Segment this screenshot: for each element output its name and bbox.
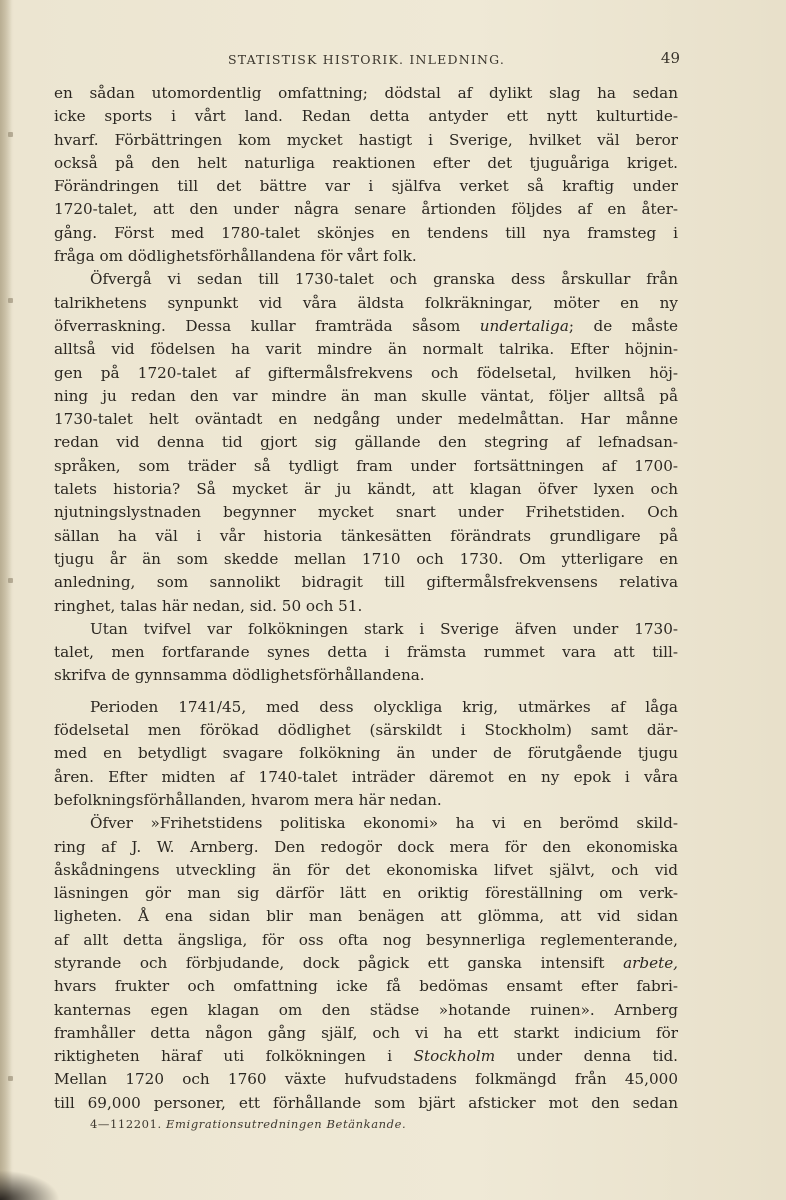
text-line: födelsetal men förökad dödlighet (särskildt i Stockholm) samt där- bbox=[54, 721, 678, 740]
italic-word: arbete, bbox=[623, 953, 678, 972]
text-line-mixed bbox=[54, 1045, 678, 1068]
text-line: hvars frukter och omfattning icke få bedömas ensamt efter fabri- bbox=[54, 977, 678, 996]
text-line: till 69,000 personer, ett förhållande som bjärt afsticker mot den sedan bbox=[54, 1093, 678, 1112]
text-line: njutningslystnaden begynner mycket snart under Frihetstiden. Och bbox=[54, 503, 678, 522]
text-segment: riktigheten häraf uti folkökningen i bbox=[54, 1047, 393, 1066]
text-line: 1720-talet, att den under några senare årtionden följdes af en åter- bbox=[54, 200, 678, 219]
text-line: med en betydligt svagare folkökning än under de förutgående tjugu bbox=[54, 744, 678, 763]
text-line: alltså vid födelsen ha varit mindre än normalt talrika. Efter höjnin- bbox=[54, 340, 678, 359]
text-line: fråga om dödlighetsförhållandena för vårt folk. bbox=[54, 247, 417, 266]
text-line: läsningen gör man sig därför lätt en oriktig föreställning om verk- bbox=[54, 884, 678, 903]
text-line: 1730-talet helt oväntadt en nedgång under medelmåttan. Har månne bbox=[54, 410, 678, 429]
binding-shadow bbox=[0, 0, 12, 1200]
printer-signature bbox=[90, 1117, 490, 1131]
footer-caption: Emigrationsutredningen Betänkande. bbox=[166, 1117, 407, 1131]
margin-mark bbox=[8, 578, 13, 583]
text-line: redan vid denna tid gjort sig gällande den stegring af lefnadsan- bbox=[54, 433, 678, 452]
text-line: kanternas egen klagan om den städse »hotande ruinen». Arnberg bbox=[54, 1000, 678, 1019]
text-line-mixed bbox=[54, 315, 678, 338]
body-text bbox=[54, 82, 678, 1115]
text-line: ringhet, talas här nedan, sid. 50 och 51. bbox=[54, 596, 363, 615]
text-line: talrikhetens synpunkt vid våra äldsta folkräkningar, möter en ny bbox=[54, 293, 678, 312]
text-line: af allt detta ängsliga, för oss ofta nog besynnerliga reglementerande, bbox=[54, 930, 678, 949]
text-line: skrifva de gynnsamma dödlighetsförhållandena. bbox=[54, 666, 425, 685]
text-line: åskådningens utveckling än för det ekonomiska lifvet självt, och vid bbox=[54, 860, 678, 879]
text-line: ligheten. Å ena sidan blir man benägen att glömma, att vid sidan bbox=[54, 907, 678, 926]
italic-word: undertaliga bbox=[479, 316, 569, 335]
text-line: befolkningsförhållanden, hvarom mera här nedan. bbox=[54, 790, 442, 809]
text-line: Utan tvifvel var folkökningen stark i Sverige äfven under 1730- bbox=[90, 619, 678, 638]
signature-mark: 4—112201. bbox=[90, 1117, 162, 1131]
text-line: en sådan utomordentlig omfattning; dödstal af dylikt slag ha sedan bbox=[54, 84, 678, 102]
text-line: Öfver »Frihetstidens politiska ekonomi» ha vi en berömd skild- bbox=[90, 814, 678, 833]
text-segment: under denna tid. bbox=[516, 1047, 678, 1066]
text-line: sällan ha väl i vår historia tänkesätten förändrats grundligare på bbox=[54, 526, 678, 545]
text-line: språken, som träder så tydligt fram under fortsättningen af 1700- bbox=[54, 456, 678, 475]
text-line: talets historia? Så mycket är ju kändt, att klagan öfver lyxen och bbox=[54, 480, 678, 499]
text-line: Förändringen till det bättre var i själfva verket så kraftig under bbox=[54, 177, 678, 196]
text-line: icke sports i vårt land. Redan detta antyder ett nytt kulturtide- bbox=[54, 107, 678, 126]
text-line: hvarf. Förbättringen kom mycket hastigt i Sverige, hvilket väl beror bbox=[54, 130, 678, 149]
text-line: framhåller detta någon gång själf, och vi ha ett starkt indicium för bbox=[54, 1023, 678, 1042]
text-line: gång. Först med 1780-talet skönjes en tendens till nya framsteg i bbox=[54, 223, 678, 242]
text-line: ning ju redan den var mindre än man skulle väntat, följer alltså på bbox=[54, 386, 678, 405]
page-number: 49 bbox=[660, 49, 680, 67]
text-line-mixed bbox=[54, 952, 678, 975]
margin-mark bbox=[8, 132, 13, 137]
text-line: Öfvergå vi sedan till 1730-talet och granska dess årskullar från bbox=[90, 270, 678, 289]
margin-mark bbox=[8, 1076, 13, 1081]
running-header bbox=[228, 49, 680, 70]
text-line: tjugu år än som skedde mellan 1710 och 1730. Om ytterligare en bbox=[54, 549, 678, 568]
italic-word: Stockholm bbox=[413, 1047, 496, 1066]
header-title: STATISTISK HISTORIK. INLEDNING. bbox=[228, 52, 506, 67]
text-segment: styrande och förbjudande, dock pågick ett ganska intensift bbox=[54, 953, 605, 972]
text-line: åren. Efter midten af 1740-talet inträder däremot en ny epok i våra bbox=[54, 767, 678, 786]
text-segment: öfverraskning. Dessa kullar framträda såsom bbox=[54, 316, 461, 335]
text-segment: ; de måste bbox=[568, 316, 678, 335]
margin-mark bbox=[8, 298, 13, 303]
page-corner-shadow bbox=[0, 1170, 60, 1200]
text-line: Mellan 1720 och 1760 växte hufvudstadens folkmängd från 45,000 bbox=[54, 1070, 678, 1089]
text-line: gen på 1720-talet af giftermålsfrekvens och födelsetal, hvilken höj- bbox=[54, 363, 678, 382]
text-line: också på den helt naturliga reaktionen efter det tjuguåriga kriget. bbox=[54, 153, 678, 172]
text-line: Perioden 1741/45, med dess olyckliga krig, utmärkes af låga bbox=[90, 697, 678, 716]
text-line: ring af J. W. Arnberg. Den redogör dock mera för den ekonomiska bbox=[54, 837, 678, 856]
text-line: talet, men fortfarande synes detta i främsta rummet vara att till- bbox=[54, 643, 678, 662]
text-line: anledning, som sannolikt bidragit till giftermålsfrekvensens relativa bbox=[54, 573, 678, 592]
